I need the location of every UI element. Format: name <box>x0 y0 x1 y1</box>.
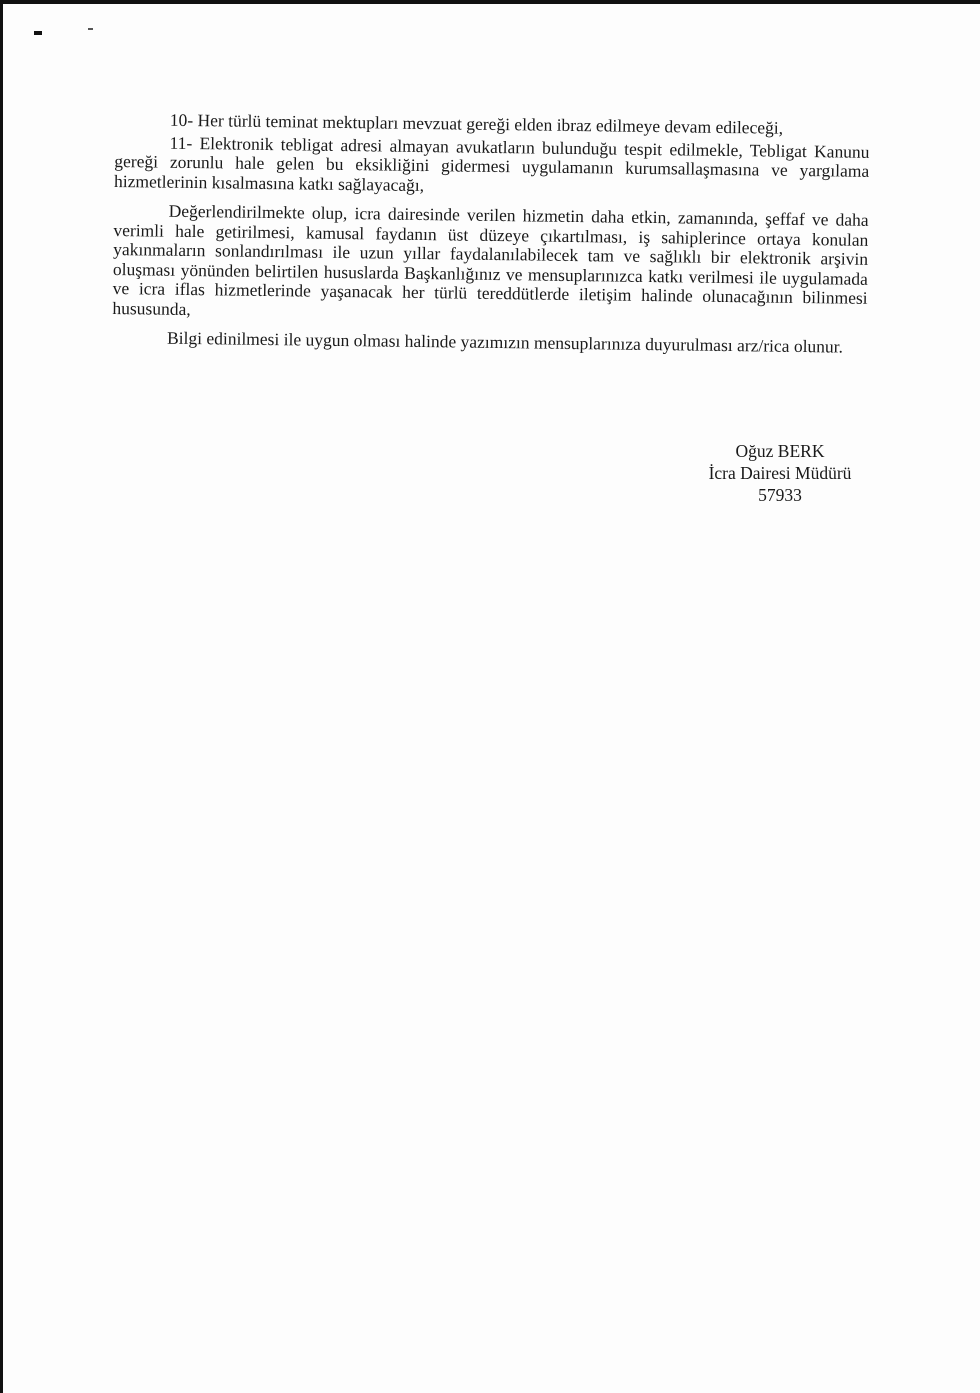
scan-border-left <box>0 0 3 1393</box>
signatory-name: Oğuz BERK <box>735 441 825 461</box>
scan-mark <box>34 31 42 35</box>
list-item-10: 10- Her türlü teminat mektupları mevzuat gereği elden ibraz edilmeye devam edileceği, <box>169 109 784 138</box>
list-item-11: 11- Elektronik tebligat adresi almayan avukatların bulunduğu tespit edilmekle, Tebligat Kanunu gereği zorunlu hale gelen bu eksikliğini gidermesi uygulamanın kurumsallaşmasına ve yargılama hizmetlerinin kısalmasına katkı sağlayacağı, <box>113 132 870 195</box>
signature-block <box>690 440 870 506</box>
scan-border-top <box>0 0 980 4</box>
scan-mark-small <box>88 28 93 30</box>
signatory-number: 57933 <box>758 485 802 505</box>
signatory-title: İcra Dairesi Müdürü <box>708 463 852 483</box>
assessment-paragraph: Değerlendirilmekte olup, icra dairesinde verilen hizmetin daha etkin, zamanında, şeffaf ve daha verimli hale getirilmesi, kamusal faydanın üst düzeye çıkartılması, iş sahiplerince ortaya konulan yakınmaların sonlandırılması ile uzun yıllar faydalanılabilecek tam ve sağlıklı bir elektronik arşivin oluşması yönünden belirtilen hususlarda Başkanlığınız ve mensuplarınızca katkı verilmesi ile uygulamada ve icra iflas hizmetlerinde yaşanacak her türlü tereddütlerde iletişim halinde olunacağının bilinmesi hususunda, <box>112 200 869 319</box>
closing-paragraph: Bilgi edinilmesi ile uygun olması halinde yazımızın mensuplarınıza duyurulması arz/rica olunur. <box>166 327 844 357</box>
letter-body <box>112 110 870 360</box>
